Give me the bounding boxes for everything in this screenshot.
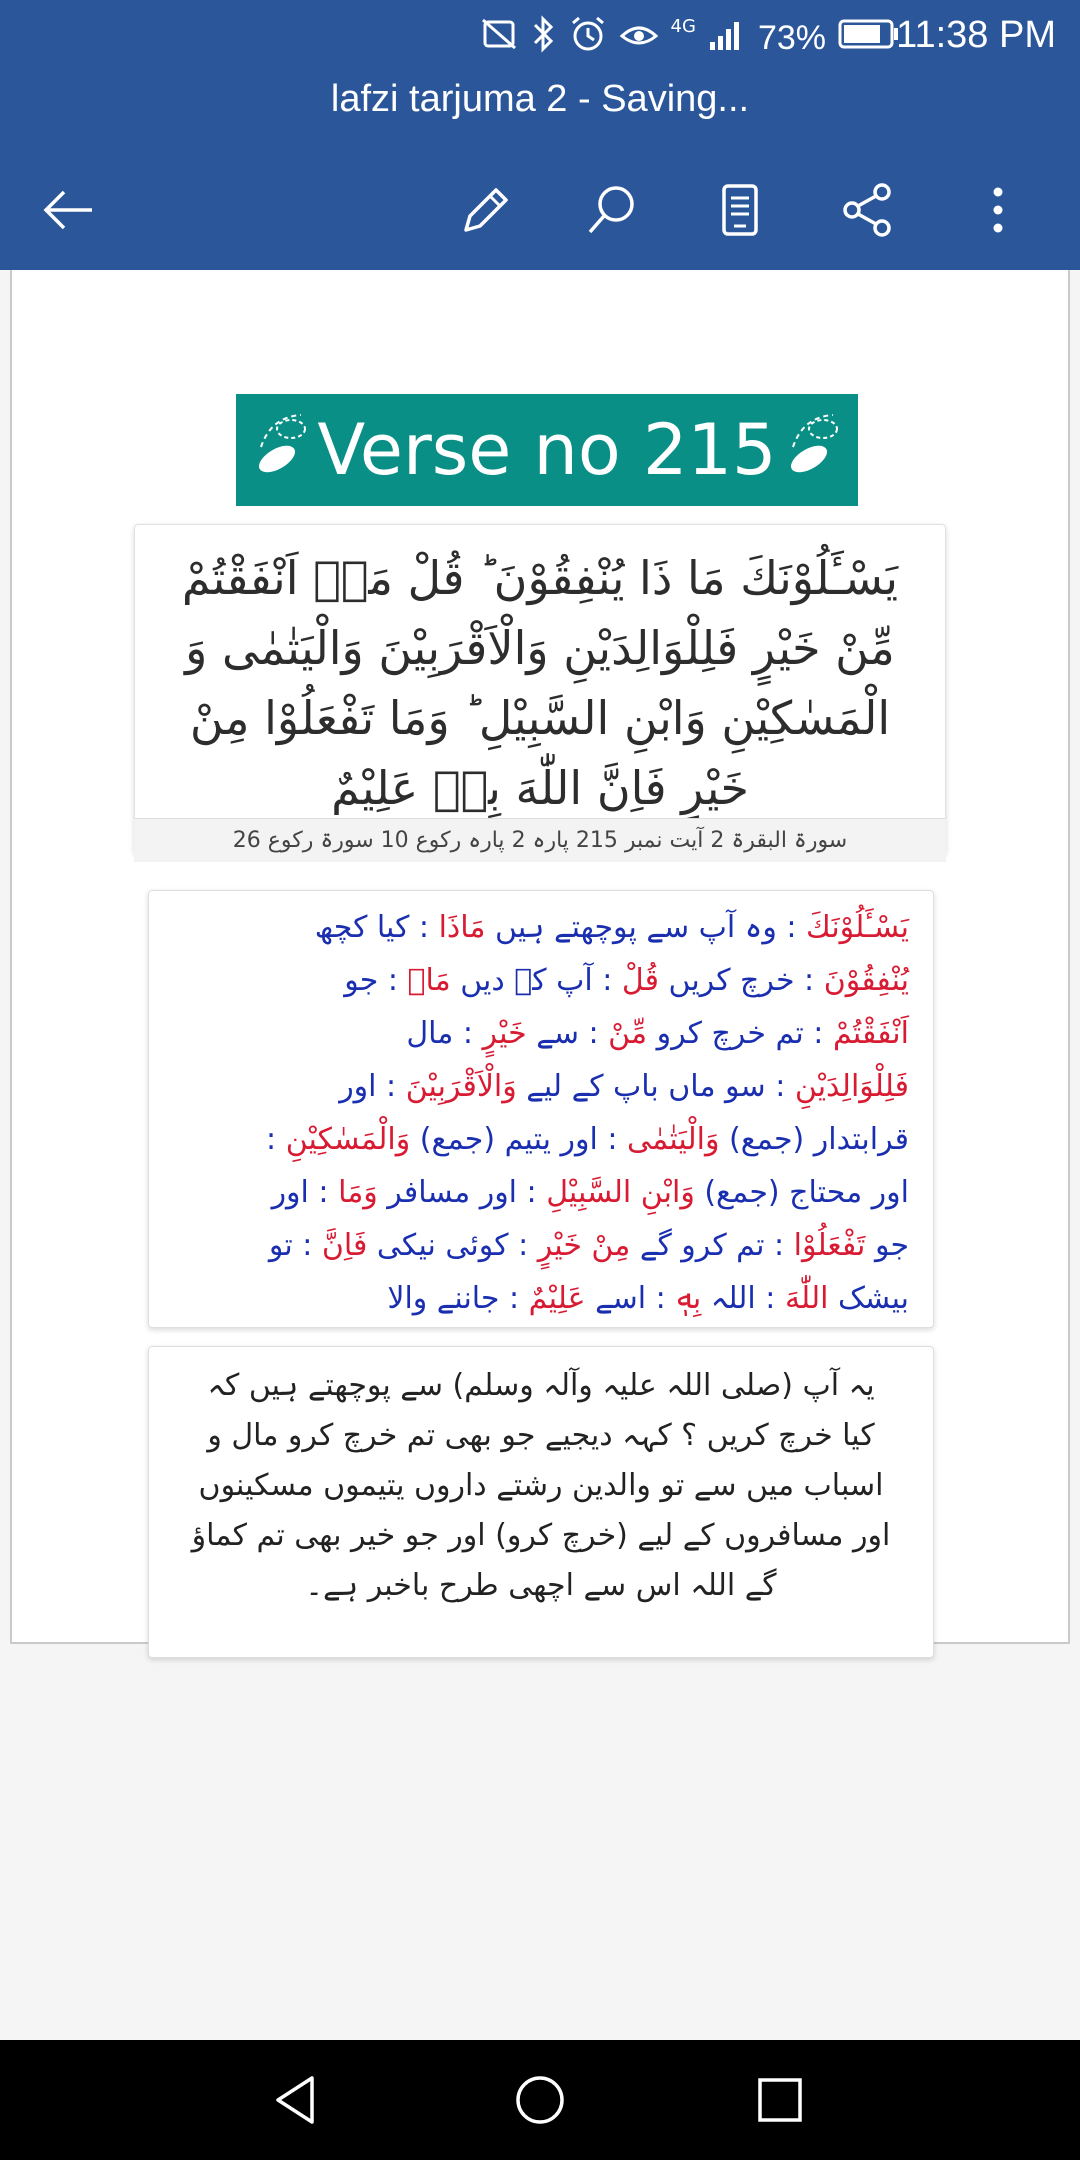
- urdu-meaning: : اور یتیم (جمع): [410, 1122, 628, 1157]
- urdu-meaning: : سے: [526, 1016, 609, 1051]
- arabic-word: خَيْرٍ: [482, 1016, 527, 1051]
- document-page[interactable]: [10, 270, 1070, 1644]
- arabic-verse-line: الْمَسٰكِيْنِ وَابْنِ السَّبِيْلِ ؕ وَمَا تَفْعَلُوْا مِنْ: [189, 691, 891, 745]
- bluetooth-icon: [531, 15, 557, 62]
- urdu-meaning: : اللہ: [701, 1281, 785, 1316]
- more-vertical-icon: [968, 180, 1028, 240]
- arabic-word: وَالْاَقْرَبِيْنَ: [405, 1069, 517, 1104]
- word-line: [173, 1272, 909, 1325]
- app-bar: [0, 0, 1080, 270]
- search-icon: [582, 180, 642, 240]
- status-time: 11:38 PM: [896, 14, 1056, 56]
- back-arrow-icon: [38, 180, 98, 240]
- arabic-word: يُنْفِقُوْنَ: [823, 963, 909, 998]
- share-icon: [838, 180, 898, 240]
- urdu-meaning: : وہ آپ سے پوچھتے ہیں: [485, 910, 807, 945]
- arabic-word: مَاۤ: [407, 963, 451, 998]
- arabic-word: عَلِيْمٌ: [528, 1281, 586, 1316]
- urdu-meaning: اور محتاج (جمع): [694, 1175, 909, 1210]
- leaf-icon: [783, 407, 843, 494]
- status-bar: [0, 0, 1080, 76]
- arabic-word: مَاذَا: [438, 910, 486, 945]
- translation-line: کیا خرچ کریں ؟ کہہ دیجیے جو بھی تم خرچ کرو مال و: [207, 1418, 875, 1453]
- word-line: [173, 1219, 909, 1272]
- word-lines: [173, 901, 909, 1325]
- arabic-word: فَلِلْوَالِدَيْنِ: [794, 1069, 909, 1104]
- reading-view-button[interactable]: [700, 170, 780, 250]
- word-by-word-box: [148, 890, 934, 1328]
- pencil-icon: [454, 180, 514, 240]
- triangle-back-icon: [270, 2072, 326, 2128]
- urdu-meaning: : کیا کچھ: [314, 910, 439, 945]
- urdu-meaning: : تم کرو گے: [630, 1228, 794, 1263]
- urdu-meaning: : اور: [271, 1175, 339, 1210]
- toolbar: [0, 160, 1080, 260]
- reading-view-icon: [710, 180, 770, 240]
- edit-button[interactable]: [444, 170, 524, 250]
- urdu-meaning: جو: [865, 1228, 909, 1263]
- nav-recents-button[interactable]: [740, 2060, 820, 2140]
- arabic-verse-text: [145, 543, 935, 823]
- urdu-meaning: : جاننے والا: [387, 1281, 529, 1316]
- arabic-word: مِنْ خَيْرٍ: [537, 1228, 631, 1263]
- urdu-meaning: : خرچ کریں: [658, 963, 824, 998]
- share-button[interactable]: [828, 170, 908, 250]
- word-line: [173, 901, 909, 954]
- urdu-meaning: : تم خرچ کرو: [647, 1016, 833, 1051]
- verse-banner-title: Verse no 215: [317, 409, 777, 491]
- urdu-meaning: :: [266, 1122, 286, 1157]
- battery-percent: 73%: [757, 18, 826, 57]
- more-options-button[interactable]: [958, 170, 1038, 250]
- word-line: [173, 1113, 909, 1166]
- arabic-word: قُلْ: [621, 963, 659, 998]
- urdu-meaning: : اور: [339, 1069, 406, 1104]
- arabic-word: فَاِنَّ: [321, 1228, 368, 1263]
- search-button[interactable]: [572, 170, 652, 250]
- arabic-word: مِّنْ: [608, 1016, 648, 1051]
- square-recents-icon: [752, 2072, 808, 2128]
- navigation-bar: [0, 2040, 1080, 2160]
- urdu-meaning: : مال: [406, 1016, 483, 1051]
- arabic-word: تَفْعَلُوْا: [793, 1228, 866, 1263]
- verse-reference: سورۃ البقرۃ 2 آیت نمبر 215 پارہ 2 پارہ رکوع 10 سورۃ رکوع 26: [134, 818, 946, 862]
- translation-line: یہ آپ (صلی اللہ علیہ وآلہ وسلم) سے پوچھتے ہیں کہ: [207, 1368, 875, 1403]
- arabic-verse-line: خَيْرٍ فَاِنَّ اللّٰهَ بِهٖ عَلِيْمٌ: [331, 761, 749, 815]
- translation-box: [148, 1346, 934, 1658]
- translation-line: اسباب میں سے تو والدین رشتے داروں یتیموں مسکینوں: [198, 1468, 884, 1503]
- signal-label: 4G: [670, 16, 696, 37]
- urdu-meaning: : جو: [344, 963, 408, 998]
- arabic-word: اللّٰهَ: [784, 1281, 829, 1316]
- arabic-verse-line: مِّنْ خَيْرٍ فَلِلْوَالِدَيْنِ وَالْاَقْرَبِيْنَ وَالْيَتٰمٰى وَ: [185, 621, 895, 675]
- urdu-meaning: : اور مسافر: [377, 1175, 547, 1210]
- translation-line: گے اللہ اس سے اچھی طرح باخبر ہے۔: [305, 1568, 777, 1603]
- urdu-meaning: قرابتدار (جمع): [719, 1122, 909, 1157]
- arabic-word: بِهٖ: [675, 1281, 702, 1316]
- no-sim-icon: [479, 16, 519, 61]
- word-line: [173, 1060, 909, 1113]
- arabic-verse-line: يَسْـَٔلُوْنَكَ مَا ذَا يُنْفِقُوْنَ ؕ قُلْ مَاۤ اَنْفَقْتُمْ: [181, 551, 899, 605]
- arabic-word: وَابْنِ السَّبِيْلِ: [546, 1175, 695, 1210]
- urdu-meaning: : آپ کہ دیں: [450, 963, 622, 998]
- arabic-word: وَمَا: [338, 1175, 378, 1210]
- urdu-meaning: : اسے: [585, 1281, 676, 1316]
- leaf-icon: [251, 407, 311, 494]
- arabic-word: يَسْـَٔلُوْنَكَ: [806, 910, 909, 945]
- urdu-meaning: : تو: [268, 1228, 322, 1263]
- arabic-verse-box: [134, 524, 946, 854]
- signal-icon: [708, 16, 746, 61]
- arabic-word: اَنْفَقْتُمْ: [832, 1016, 909, 1051]
- verse-banner: [236, 394, 858, 506]
- urdu-meaning: بیشک: [828, 1281, 909, 1316]
- arabic-word: وَالْمَسٰكِيْنِ: [285, 1122, 411, 1157]
- alarm-icon: [569, 15, 607, 62]
- document-title: lafzi tarjuma 2 - Saving...: [330, 78, 750, 120]
- urdu-meaning: : کوئی نیکی: [367, 1228, 538, 1263]
- status-icons: [479, 16, 900, 60]
- nav-back-button[interactable]: [258, 2060, 338, 2140]
- arabic-word: وَالْيَتٰمٰى: [627, 1122, 720, 1157]
- word-line: [173, 1166, 909, 1219]
- nav-home-button[interactable]: [500, 2060, 580, 2140]
- word-line: [173, 1007, 909, 1060]
- battery-icon: [838, 17, 900, 60]
- circle-home-icon: [512, 2072, 568, 2128]
- word-line: [173, 954, 909, 1007]
- urdu-meaning: : سو ماں باپ کے لیے: [516, 1069, 795, 1104]
- eye-comfort-icon: [619, 16, 659, 61]
- back-button[interactable]: [28, 170, 108, 250]
- translation-line: اور مسافروں کے لیے (خرچ کرو) اور جو خیر بھی تم کماؤ: [191, 1518, 891, 1553]
